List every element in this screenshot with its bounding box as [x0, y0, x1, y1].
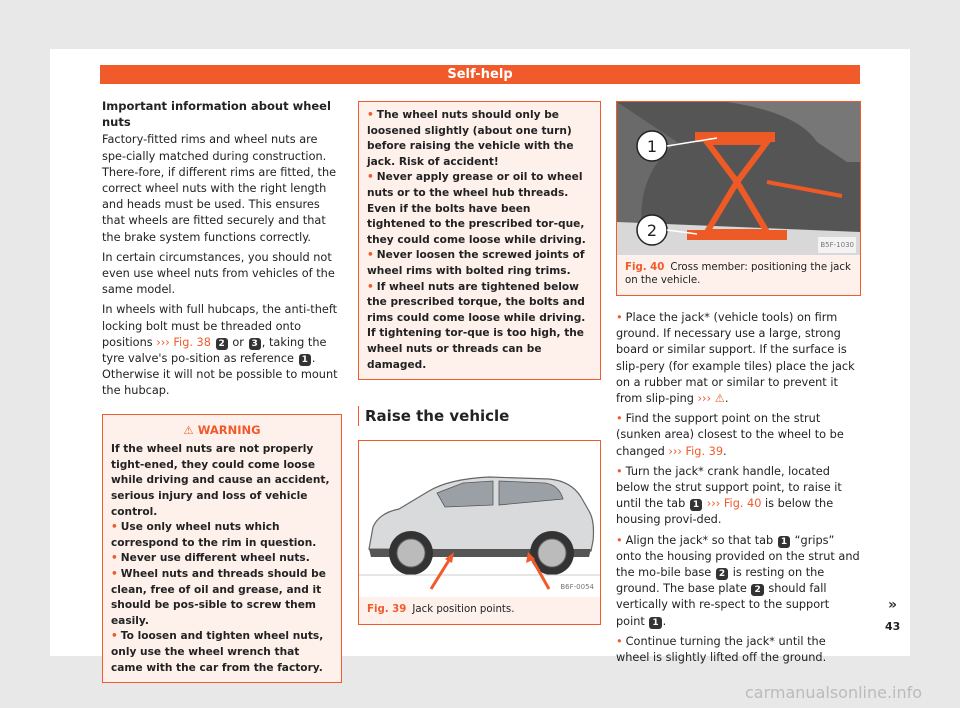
- ref-link[interactable]: ›››: [697, 392, 712, 406]
- car-icon: [359, 441, 600, 597]
- callout-badge: 2: [216, 338, 228, 350]
- bullet-icon: •: [111, 521, 118, 534]
- bullet-icon: •: [367, 249, 374, 262]
- fig-ref-link[interactable]: ››› Fig. 39: [668, 444, 724, 458]
- callout-badge: 3: [249, 338, 261, 350]
- figure-40: [616, 101, 861, 296]
- watermark: carmanualsonline.info: [745, 683, 923, 702]
- list-item: • Never use different wheel nuts.: [111, 552, 310, 565]
- bullet-icon: •: [111, 630, 118, 643]
- jack-illustration: [617, 102, 860, 255]
- bullet-icon: •: [111, 568, 118, 580]
- section-header: Self-help: [100, 65, 860, 84]
- bullet-icon: •: [367, 280, 374, 293]
- page-number: 43: [885, 620, 901, 633]
- callout-badge: 1: [778, 536, 790, 548]
- caution-list: [367, 108, 592, 373]
- bullet-icon: •: [111, 552, 118, 565]
- callout-2-label: 2: [646, 221, 658, 240]
- column-2: [358, 101, 601, 625]
- bullet-icon: •: [616, 464, 623, 478]
- list-item: • Use only wheel nuts which correspond to the rim in question.: [111, 521, 317, 549]
- figure-code: B6F-0054: [558, 579, 596, 595]
- list-item: • To loosen and tighten wheel nuts, only use the wheel wrench that came with the car from the factory.: [111, 630, 324, 674]
- bullet-icon: •: [616, 634, 623, 648]
- step: • Place the jack* (vehicle tools) on firm ground. If necessary use a large, strong board or similar support. If the surface is slip-pery (for example tiles) place the jack on a rubber mat or similar to prevent it from slip-ping ››› ⚠.: [616, 311, 855, 406]
- callout-badge: 2: [716, 568, 728, 580]
- bullet-icon: •: [367, 109, 374, 121]
- bullet-icon: •: [616, 311, 623, 324]
- list-item: • The wheel nuts should only be loosened slightly (about one turn) before raising the vehicle with the jack. Risk of accident!: [367, 109, 574, 168]
- section-title: Raise the vehicle: [358, 406, 601, 426]
- warning-triangle-icon: ⚠: [714, 392, 725, 406]
- figure-caption: Fig. 40 Cross member: positioning the jack on the vehicle.: [625, 262, 851, 286]
- list-item: • Never apply grease or oil to wheel nuts or to the wheel hub threads. Even if the bolts have been tightened to the prescribed tor-que, they could come loose while driving.: [367, 171, 586, 246]
- column-3: [616, 101, 861, 670]
- bullet-icon: •: [616, 412, 623, 426]
- steps-list: [616, 310, 861, 666]
- step: • Align the jack* so that tab 1 “grips” onto the housing provided on the strut and the mo-bile base 2 is resting on the ground. The base plate 2 should fall vertically with re-spect to the support point 1 .: [616, 533, 860, 628]
- list-item: • Wheel nuts and threads should be clean, free of oil and grease, and it should be pos-sible to screw them easily.: [111, 568, 326, 627]
- paragraph: In wheels with full hubcaps, the anti-theft locking bolt must be threaded onto positions ››› Fig. 38 2 or 3 , taking the tyre valve's po-sition as reference 1 . Otherwise it will not be possible to mount the hubcap.: [102, 303, 338, 398]
- next-page-icon: »: [888, 597, 898, 613]
- callout-badge: 2: [751, 584, 763, 596]
- list-item: • If wheel nuts are tightened below the prescribed torque, the bolts and rims could come loose while driving. If tightening tor-que is too high, the wheel nuts or threads can be damaged.: [367, 280, 586, 371]
- callout-1-label: 1: [646, 137, 658, 156]
- warning-header: ⚠ WARNING: [183, 422, 261, 437]
- bullet-icon: •: [616, 533, 623, 547]
- jack-icon: [617, 102, 860, 255]
- step: • Turn the jack* crank handle, located below the strut support point, to raise it until the tab 1 ››› Fig. 40 is below the housing provi-ded.: [616, 464, 842, 527]
- fig-ref-link[interactable]: ››› Fig. 38: [156, 335, 211, 349]
- bullet-icon: •: [367, 171, 374, 184]
- paragraph: In certain circumstances, you should not even use wheel nuts from vehicles of the same model.: [102, 250, 335, 297]
- step: • Continue turning the jack* until the wheel is slightly lifted off the ground.: [616, 634, 827, 665]
- figure-code: B5F-1030: [818, 237, 856, 253]
- figure-39: [358, 440, 601, 625]
- callout-badge: 1: [690, 499, 702, 511]
- warning-intro: If the wheel nuts are not properly tight-ened, they could come loose while driving and cause an accident, serious injury and loss of vehicle control.: [111, 443, 330, 518]
- car-side-illustration: [359, 441, 600, 597]
- callout-badge: 1: [649, 617, 661, 629]
- paragraph: Factory-fitted rims and wheel nuts are spe-cially matched during construction. There-fore, if different rims are fitted, the correct wheel nuts with the right length and heads must be used. This ensures that wheels are fitted securely and that the brake system functions correctly.: [102, 133, 337, 244]
- fig-ref-link[interactable]: ››› Fig. 40: [703, 497, 762, 511]
- callout-badge: 1: [299, 354, 311, 366]
- list-item: • Never loosen the screwed joints of wheel rims with bolted ring trims.: [367, 249, 585, 277]
- warning-triangle-icon: ⚠: [183, 422, 194, 437]
- column-1: [102, 98, 342, 683]
- caution-box: [358, 101, 601, 380]
- warning-box: [102, 414, 342, 684]
- step: • Find the support point on the strut (sunken area) closest to the wheel to be changed ››› Fig. 39.: [616, 412, 844, 458]
- wheel-nuts-subhead: Important information about wheel nuts: [102, 99, 331, 130]
- figure-caption: Fig. 39 Jack position points.: [367, 604, 515, 616]
- warning-list: [111, 520, 333, 676]
